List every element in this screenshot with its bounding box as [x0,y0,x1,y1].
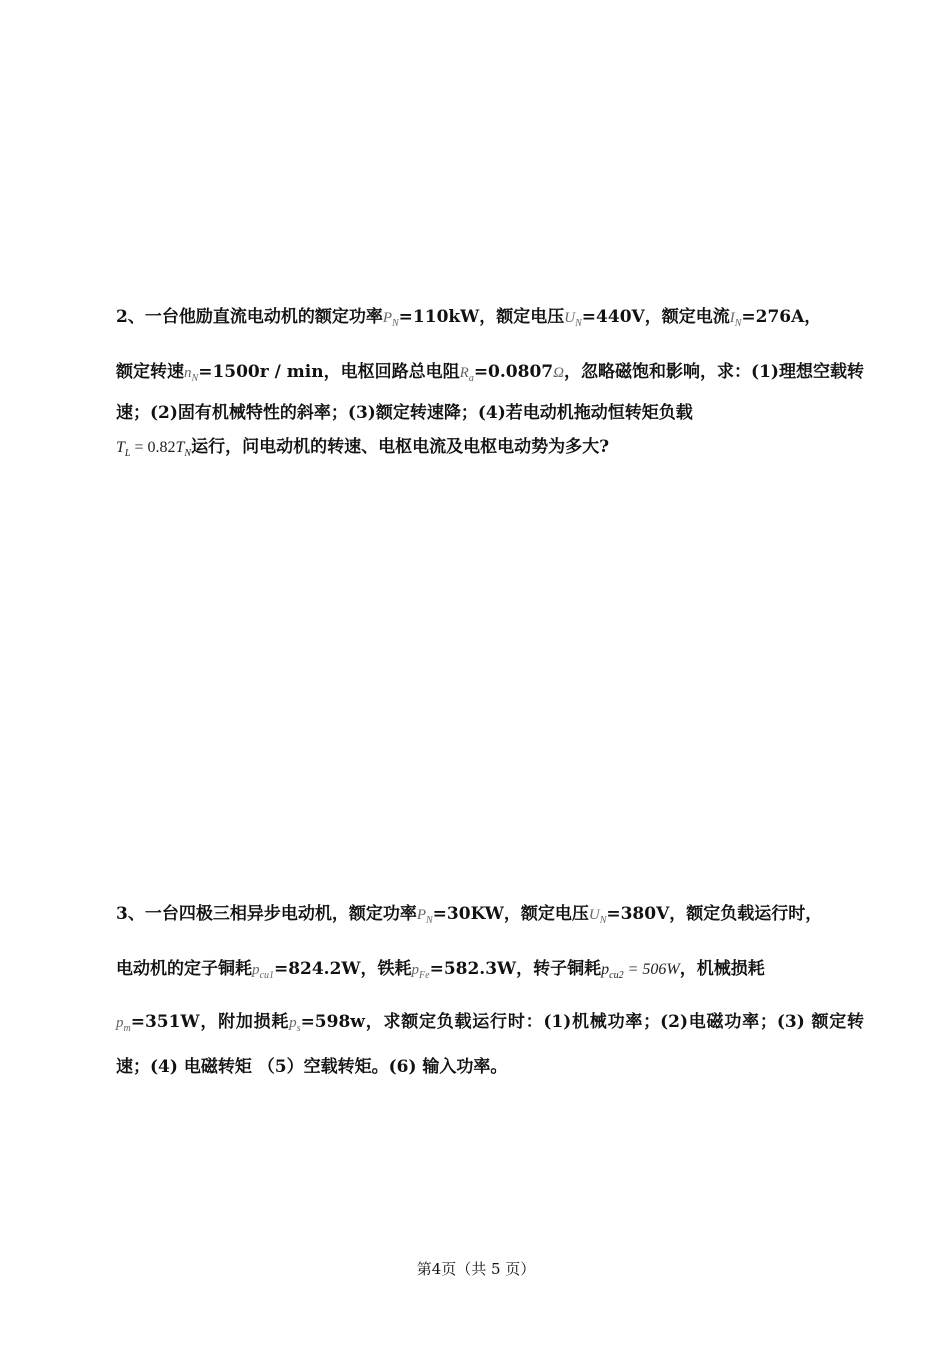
symbol-rated-current: $I_N$ [729,310,742,329]
problem-3-text: =380V，额定负载运行时， [606,904,823,924]
problem-3-line-1 [116,897,864,938]
formula-load-torque: $T_L = 0.82T_N$ [116,439,192,460]
symbol-iron-loss: $p_{Fe}$ [411,962,430,981]
symbol-stator-copper-loss: $p_{cu1}$ [252,962,274,981]
problem-3-text: =824.2W，铁耗 [273,959,412,979]
problem-2-text: =276A， [741,307,822,327]
problem-3-text: =30KW，额定电压 [432,904,589,924]
problem-2 [116,300,864,471]
problem-2-text: 2、一台他励直流电动机的额定功率 [116,307,383,327]
problem-3-text: ，机械损耗 [679,959,765,979]
problem-2-text: ，忽略磁饱和影响，求：(1)理想空载转速；(2)固有机械特性的斜率；(3)额定转速降；(4)若电动机拖动恒转矩负载 [116,362,864,423]
problem-3-text: 3、一台四极三相异步电动机，额定功率 [116,904,417,924]
page-number: 第4页（共 5 页） [416,1260,536,1278]
problem-2-body [116,355,864,471]
symbol-rated-power: $P_N$ [382,310,399,329]
symbol-rated-voltage: $U_N$ [564,310,582,329]
problem-2-text: 运行，问电动机的转速、电枢电流及电枢电动势为多大? [191,437,610,457]
problem-3-text: =351W，附加损耗 [130,1012,290,1033]
problem-3-text: =582.3W，转子铜耗 [429,959,602,979]
symbol-rated-voltage: $U_N$ [588,907,607,926]
symbol-armature-resistance: $R_a$ [459,365,474,384]
symbol-mechanical-loss: $p_m$ [116,1015,131,1035]
problem-2-text: =1500r / min，电枢回路总电阻 [198,362,460,382]
problem-2-text: =440V，额定电流 [581,307,730,327]
problem-3-text: =598w，求额定负载运行时：(1)机械功率；(2)电磁功率；(3) 额定转速；(4) 电磁转矩 （5）空载转矩。(6) 输入功率。 [116,1012,864,1078]
symbol-rated-power: $P_N$ [416,907,433,926]
problem-3-body [116,1003,864,1086]
symbol-stray-loss: $p_s$ [289,1015,301,1035]
formula-rotor-copper-loss: $p_{cu2} = 506W$ [601,961,680,982]
symbol-rated-speed: $n_N$ [184,365,199,384]
symbol-ohm: Ω [553,365,564,381]
problem-3 [116,897,864,1086]
problem-3-line-2 [116,952,864,993]
problem-2-line-1 [116,300,864,341]
problem-2-text: 额定转速 [116,362,185,382]
problem-2-text: =110kW，额定电压 [398,307,565,327]
problem-2-text: =0.0807 [473,362,554,382]
problem-3-text: 电动机的定子铜耗 [116,959,252,979]
